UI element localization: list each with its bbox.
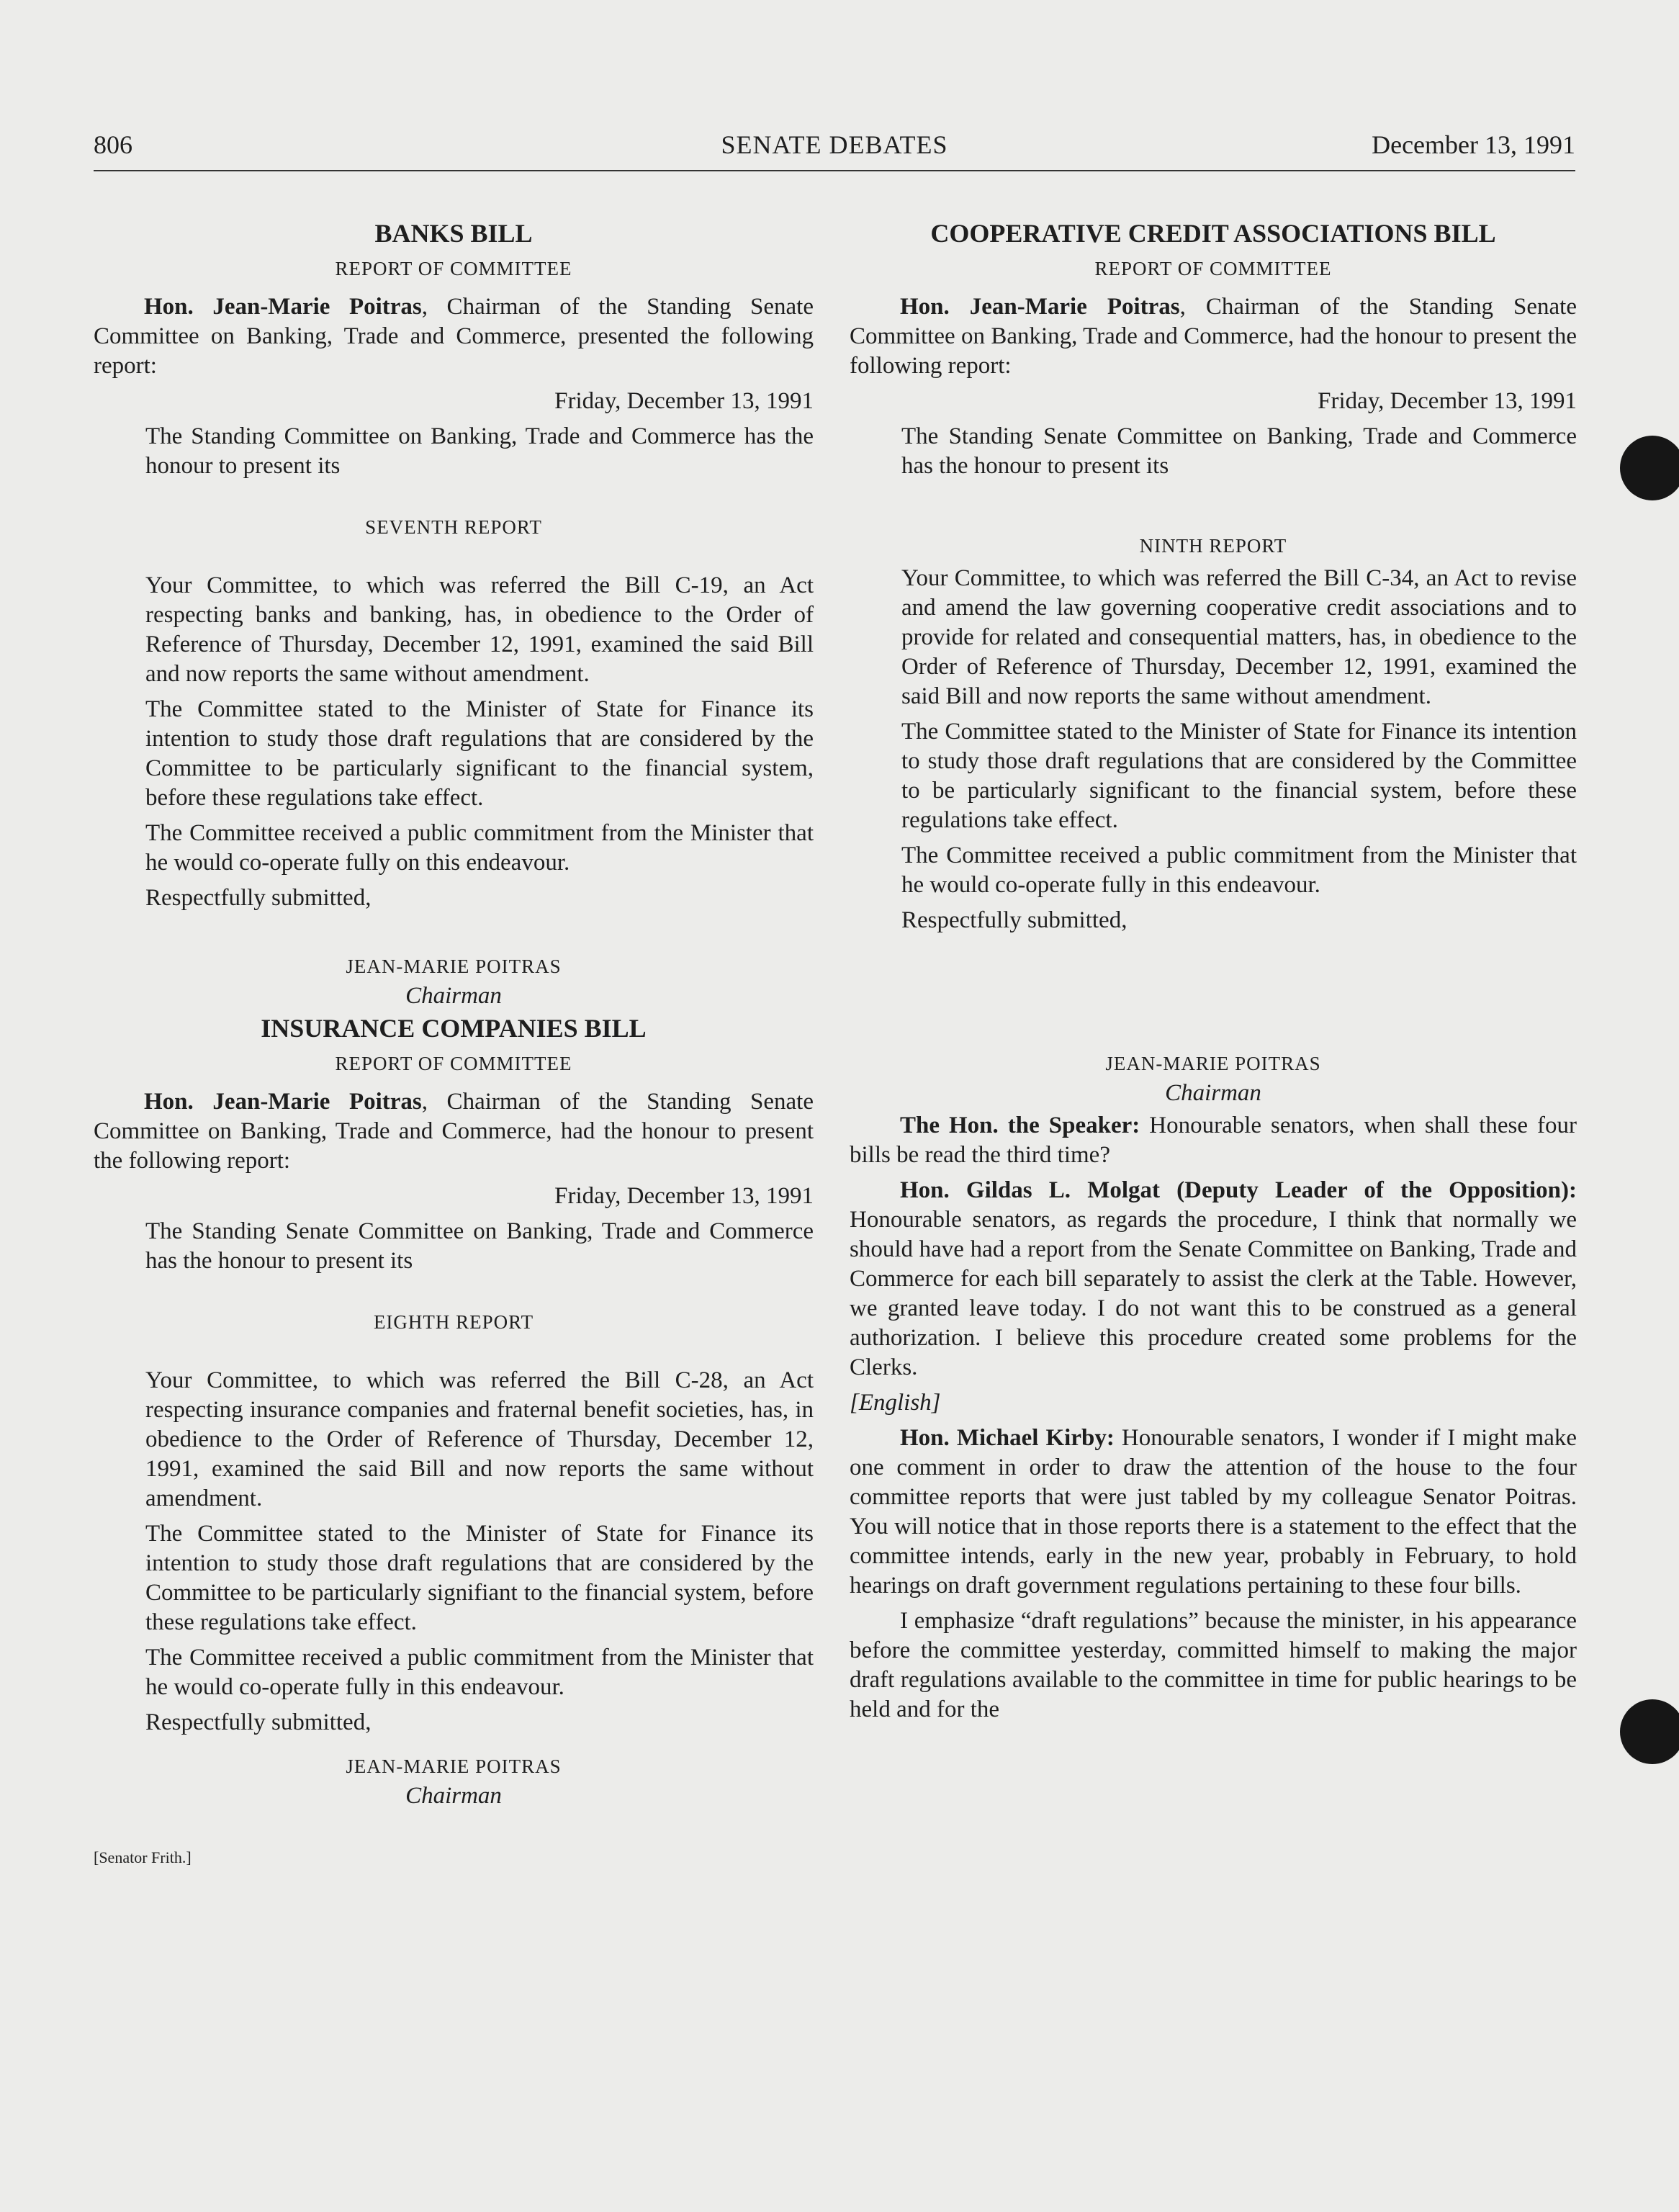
coop-signature-gap (850, 941, 1577, 1035)
insurance-intro-speaker: Hon. Jean-Marie Poitras (144, 1089, 422, 1115)
insurance-report-subhead: REPORT OF COMMITTEE (335, 1053, 572, 1074)
coop-report-subhead: REPORT OF COMMITTEE (1094, 258, 1332, 279)
banks-signature-name: JEAN-MARIE POITRAS (346, 956, 562, 977)
banks-signature-role: Chairman (405, 983, 502, 1009)
insurance-intro-text: , Chairman of the Standing Senate Committee on Banking, Trade and Commerce, had the honour to present the following report: (94, 1089, 814, 1174)
banks-bill-title: BANKS BILL (374, 219, 533, 248)
insurance-intro (94, 1087, 814, 1176)
coop-closing: Respectfully submitted, (901, 907, 1127, 933)
coop-report-date: Friday, December 13, 1991 (1318, 388, 1577, 414)
insurance-opening: The Standing Senate Committee on Banking, Trade and Commerce has the honour to present its (145, 1218, 814, 1274)
kirby-text: Honourable senators, I wonder if I might make one comment in order to draw the attention of the house to the four committee reports that were just tabled by my colleague Senator Poitras. You will notice that in those reports there is a statement to the effect that the committee intends, early in the new year, probably in February, to hold hearings on draft government regulations pertaining to these four bills. (850, 1425, 1577, 1599)
coop-report-number: NINTH REPORT (1139, 535, 1287, 557)
banks-report-number: SEVENTH REPORT (365, 516, 542, 538)
coop-opening: The Standing Senate Committee on Banking, Trade and Commerce has the honour to present its (901, 423, 1577, 479)
coop-signature-role: Chairman (1165, 1080, 1261, 1106)
language-tag-text: [English] (850, 1390, 941, 1416)
coop-bill-title: COOPERATIVE CREDIT ASSOCIATIONS BILL (930, 219, 1496, 248)
coop-paragraph-3: The Committee received a public commitment from the Minister that he would co-operate fully in this endeavour. (901, 842, 1577, 898)
banks-paragraph-2: The Committee stated to the Minister of State for Finance its intention to study those draft regulations that are considered by the Committee to be particularly significant to the financial system, before these regulations take effect. (145, 696, 814, 811)
coop-paragraph-2: The Committee stated to the Minister of State for Finance its intention to study those draft regulations that are considered by the Committee to be particularly significant to the financial system, before these regulations take effect. (901, 719, 1577, 833)
banks-closing: Respectfully submitted, (145, 885, 372, 911)
banks-report-date: Friday, December 13, 1991 (554, 388, 814, 414)
kirby-final-paragraph: I emphasize “draft regulations” because the minister, in his appearance before the committee yesterday, committed himself to making the major draft regulations available to the committee in time for public hearings to be held and for the (850, 1608, 1577, 1722)
banks-intro-text: , Chairman of the Standing Senate Committee on Banking, Trade and Commerce, presented the following report: (94, 294, 814, 379)
kirby-statement (850, 1424, 1577, 1601)
page-footnote: [Senator Frith.] (94, 1848, 192, 1866)
banks-report-subhead: REPORT OF COMMITTEE (335, 258, 572, 279)
publication-title: SENATE DEBATES (721, 130, 948, 159)
kirby-name: Hon. Michael Kirby: (900, 1425, 1115, 1451)
page-number: 806 (94, 130, 132, 159)
insurance-bill-title: INSURANCE COMPANIES BILL (261, 1014, 647, 1043)
insurance-closing: Respectfully submitted, (145, 1709, 372, 1735)
left-column (94, 209, 814, 1872)
coop-signature-name: JEAN-MARIE POITRAS (1105, 1053, 1321, 1074)
language-tag (850, 1388, 1577, 1418)
coop-intro-text: , Chairman of the Standing Senate Committee on Banking, Trade and Commerce, had the honour to present the following report: (850, 294, 1577, 379)
molgat-text: Honourable senators, as regards the procedure, I think that normally we should have had a report from the Senate Committee on Banking, Trade and Commerce for each bill separately to assist the clerk at the Table. However, we granted leave today. I do not want this to be construed as a general authorization. I believe this procedure created some problems for the Clerks. (850, 1207, 1577, 1380)
speaker-name: The Hon. the Speaker: (900, 1112, 1140, 1138)
molgat-statement (850, 1176, 1577, 1382)
banks-bill-section (94, 219, 814, 1011)
coop-paragraph-1: Your Committee, to which was referred the Bill C-34, an Act to revise and amend the law governing cooperative credit associations and to provide for related and consequential matters, has, in obedience to the Order of Reference of Thursday, December 12, 1991, examined the said Bill and now reports the same without amendment. (901, 565, 1577, 709)
binder-hole-bottom (1620, 1699, 1679, 1764)
banks-opening: The Standing Committee on Banking, Trade and Commerce has the honour to present its (145, 423, 814, 479)
insurance-paragraph-2: The Committee stated to the Minister of State for Finance its intention to study those draft regulations that are considered by the Committee to be particularly signifiant to the financial system, before these regulations take effect. (145, 1521, 814, 1635)
banks-paragraph-3: The Committee received a public commitment from the Minister that he would co-operate fully on this endeavour. (145, 820, 814, 876)
insurance-paragraph-3: The Committee received a public commitment from the Minister that he would co-operate fully in this endeavour. (145, 1645, 814, 1700)
insurance-signature-role: Chairman (405, 1783, 502, 1809)
coop-intro-speaker: Hon. Jean-Marie Poitras (900, 294, 1180, 320)
insurance-report-date: Friday, December 13, 1991 (554, 1183, 814, 1209)
coop-intro (850, 292, 1577, 381)
insurance-bill-section (94, 1014, 814, 1811)
banks-paragraph-1: Your Committee, to which was referred the Bill C-19, an Act respecting banks and banking, has, in obedience to the Order of Reference of Thursday, December 12, 1991, examined the said Bill and now reports the same without amendment. (145, 572, 814, 687)
right-column (850, 209, 1577, 1730)
binder-hole-top (1620, 436, 1679, 500)
banks-intro-speaker: Hon. Jean-Marie Poitras (144, 294, 422, 320)
page-header (94, 127, 1575, 171)
molgat-name: Hon. Gildas L. Molgat (Deputy Leader of the Opposition): (900, 1177, 1577, 1203)
insurance-paragraph-1: Your Committee, to which was referred the Bill C-28, an Act respecting insurance companies and fraternal benefit societies, has, in obedience to the Order of Reference of Thursday, December 12, 1991, examined the said Bill and now reports the same without amendment. (145, 1367, 814, 1511)
speaker-statement (850, 1111, 1577, 1170)
banks-intro (94, 292, 814, 381)
coop-bill-section (850, 219, 1577, 1108)
header-date: December 13, 1991 (1372, 130, 1575, 159)
insurance-report-number: EIGHTH REPORT (373, 1311, 534, 1333)
insurance-signature-name: JEAN-MARIE POITRAS (346, 1755, 562, 1777)
speaker-text: Honourable senators, when shall these four bills be read the third time? (850, 1112, 1577, 1168)
